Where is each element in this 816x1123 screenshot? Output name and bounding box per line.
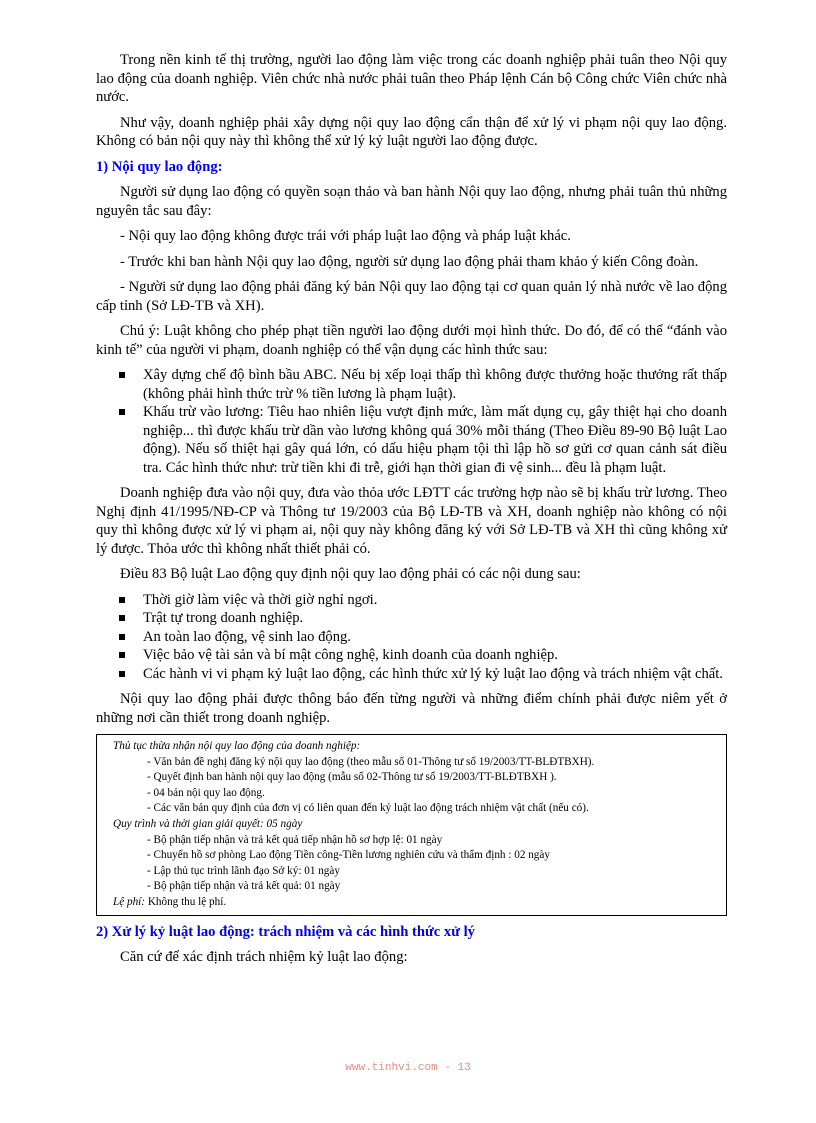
art83-bullet-3: An toàn lao động, vệ sinh lao động. — [143, 628, 727, 647]
section-1-heading: 1) Nội quy lao động: — [96, 158, 223, 175]
process-step-1: - Bộ phận tiếp nhận và trả kết quả tiếp nhận hồ sơ hợp lệ: 01 ngày — [147, 833, 443, 846]
note-paragraph: Chú ý: Luật không cho phép phạt tiền người lao động dưới mọi hình thức. Do đó, để có thể “đánh vào kinh tế” của người vi phạm, doanh nghiệp có thể vận dụng các hình thức sau: — [96, 323, 727, 358]
article-83-paragraph: Điều 83 Bộ luật Lao động quy định nội quy lao động phải có các nội dung sau: — [120, 566, 581, 582]
section-1-intro: Người sử dụng lao động có quyền soạn thảo và ban hành Nội quy lao động, nhưng phải tuân thủ những nguyên tắc sau đây: — [96, 184, 727, 219]
note-bullet-2: Khấu trừ vào lương: Tiêu hao nhiên liệu vượt định mức, làm mất dụng cụ, gây thiệt hại cho doanh nghiệp... thì được khấu trừ dần vào lương không quá 30% mỗi tháng (Theo Điều 89-90 Bộ luật Lao động). Nếu số thiệt hại gây quá lớn, có dấu hiệu phạm tội thì lập hồ sơ gửi cơ quan cảnh sát điều tra. Các hình thức như: trừ tiền khi đi trễ, giới hạn thời gian đi vệ sinh... đều là phạm luật. — [143, 404, 727, 476]
art83-bullet-5: Các hành vi vi phạm kỷ luật lao động, các hình thức xử lý kỷ luật lao động và trách nhiệm vật chất. — [143, 665, 727, 684]
intro-paragraph-1: Trong nền kinh tế thị trường, người lao động làm việc trong các doanh nghiệp phải tuân theo Nội quy lao động của doanh nghiệp. Viên chức nhà nước phải tuân theo Pháp lệnh Cán bộ Công chức Viên chức nhà nước. — [96, 52, 727, 105]
document-page — [96, 51, 727, 974]
procedure-doc-4: - Các văn bản quy định của đơn vị có liên quan đến kỷ luật lao động trách nhiệm vật chất (nếu có). — [147, 802, 589, 815]
page-footer: www.tinhvi.com - 13 — [345, 1062, 471, 1074]
process-step-4: - Bộ phận tiếp nhận và trả kết quả: 01 ngày — [147, 880, 341, 893]
process-step-2: - Chuyển hồ sơ phòng Lao động Tiền công-Tiền lương nghiên cứu và thẩm định : 02 ngày — [147, 849, 550, 862]
note-bullet-list — [96, 366, 727, 477]
procedure-doc-1: - Văn bản đề nghị đăng ký nội quy lao động (theo mẫu số 01-Thông tư số 19/2003/TT-BLĐTBXH). — [147, 755, 595, 768]
article-83-bullet-list — [96, 591, 727, 684]
art83-bullet-4: Việc bảo vệ tài sản và bí mật công nghệ, kinh doanh của doanh nghiệp. — [143, 646, 727, 665]
procedure-heading: Thủ tục thừa nhận nội quy lao động của doanh nghiệp: — [113, 740, 361, 752]
rule-1: - Nội quy lao động không được trái với pháp luật lao động và pháp luật khác. — [120, 228, 571, 244]
section-2-intro: Căn cứ để xác định trách nhiệm kỷ luật lao động: — [120, 949, 408, 966]
art83-bullet-1: Thời giờ làm việc và thời giờ nghỉ ngơi. — [143, 591, 727, 610]
fee-line — [113, 895, 716, 911]
tldt-paragraph: Doanh nghiệp đưa vào nội quy, đưa vào thỏa ước LĐTT các trường hợp nào sẽ bị khấu trừ lương. Theo Nghị định 41/1995/NĐ-CP và Thông tư 19/2003 của Bộ LĐ-TB và XH, doanh nghiệp nào không có nội quy thì không được xử lý vi phạm ai, nội quy này không đăng ký với Sở LĐ-TB và XH thì cũng không xử lý được. Thỏa ước thì không nhất thiết phải có. — [96, 485, 727, 557]
fee-label: Lệ phí: — [113, 895, 146, 908]
art83-bullet-2: Trật tự trong doanh nghiệp. — [143, 609, 727, 628]
section-2-heading: 2) Xử lý kỷ luật lao động: trách nhiệm và các hình thức xử lý — [96, 923, 475, 940]
rule-2: - Trước khi ban hành Nội quy lao động, người sử dụng lao động phải tham khảo ý kiến Công đoàn. — [120, 253, 699, 270]
notice-paragraph: Nội quy lao động phải được thông báo đến từng người và những điểm chính phải được niêm yết ở những nơi cần thiết trong doanh nghiệp. — [96, 691, 727, 726]
intro-paragraph-2: Như vậy, doanh nghiệp phải xây dựng nội quy lao động cẩn thận để xử lý vi phạm nội quy lao động. Không có bản nội quy này thì không thể xử lý kỷ luật người lao động được. — [96, 114, 727, 149]
process-heading: Quy trình và thời gian giải quyết: 05 ngày — [113, 817, 303, 830]
procedure-doc-3: - 04 bản nội quy lao động. — [147, 786, 265, 799]
procedure-box — [96, 734, 727, 916]
process-step-3: - Lập thủ tục trình lãnh đạo Sở ký: 01 ngày — [147, 864, 340, 877]
note-bullet-1: Xây dựng chế độ bình bầu ABC. Nếu bị xếp loại thấp thì không được thưởng hoặc thưởng rất thấp (không phải hình thức trừ % tiền lương là phạm luật). — [143, 367, 727, 402]
fee-value: Không thu lệ phí. — [145, 895, 227, 908]
procedure-doc-2: - Quyết định ban hành nội quy lao động (mẫu số 02-Thông tư số 19/2003/TT-BLĐTBXH ). — [147, 771, 557, 784]
rule-3: - Người sử dụng lao động phải đăng ký bản Nội quy lao động tại cơ quan quản lý nhà nước về lao động cấp tỉnh (Sở LĐ-TB và XH). — [96, 279, 727, 314]
